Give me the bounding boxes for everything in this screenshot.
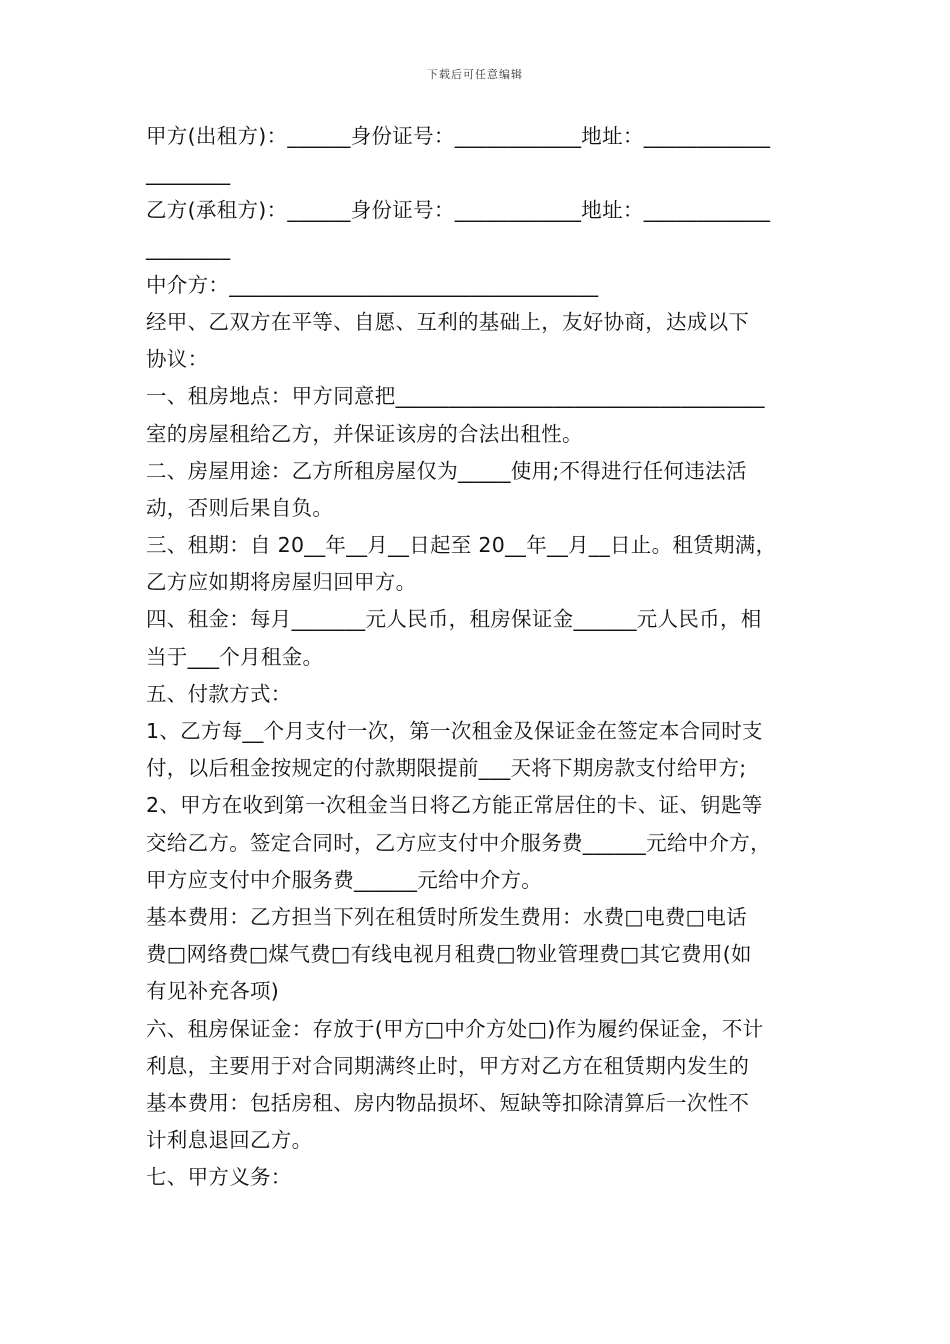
payment-item-2: 甲方应支付中介服务费______元给中介方。 bbox=[146, 867, 543, 892]
clause-1-location: 一、租房地点：甲方同意把___________________________________ bbox=[146, 384, 765, 409]
payment-item-1: 付，以后租金按规定的付款期限提前___天将下期房款支付给甲方; bbox=[146, 756, 747, 781]
party-b-line-continued: ________ bbox=[146, 235, 231, 260]
basic-fees: 费□网络费□煤气费□有线电视月租费□物业管理费□其它费用(如 bbox=[146, 942, 752, 967]
clause-2-usage: 二、房屋用途：乙方所租房屋仅为_____使用;不得进行任何违法活 bbox=[146, 458, 747, 483]
page-header-note: 下载后可任意编辑 bbox=[427, 68, 523, 81]
preamble-line: 协议： bbox=[146, 347, 209, 372]
clause-4-rent: 四、租金：每月_______元人民币，租房保证金______元人民币，相 bbox=[146, 607, 762, 632]
party-a-line-continued: ________ bbox=[146, 161, 231, 186]
payment-item-1: 1、乙方每__个月支付一次，第一次租金及保证金在签定本合同时支 bbox=[146, 719, 763, 743]
contract-body bbox=[146, 118, 826, 1196]
clause-3-term: 三、租期：自 20__年__月__日起至 20__年__月__日止。租赁期满， bbox=[146, 533, 777, 558]
party-b-line: 乙方(承租方)：______身份证号：____________地址：____________ bbox=[146, 198, 771, 223]
agent-line: 中介方：___________________________________ bbox=[146, 272, 599, 297]
clause-5-payment-heading: 五、付款方式： bbox=[146, 681, 292, 706]
clause-1-location: 室的房屋租给乙方，并保证该房的合法出租性。 bbox=[146, 421, 583, 446]
clause-6-deposit: 计利息退回乙方。 bbox=[146, 1128, 313, 1153]
clause-6-deposit: 基本费用：包括房租、房内物品损坏、短缺等扣除清算后一次性不 bbox=[146, 1090, 750, 1115]
preamble-line: 经甲、乙双方在平等、自愿、互利的基础上，友好协商，达成以下 bbox=[146, 309, 750, 334]
payment-item-2: 2、甲方在收到第一次租金当日将乙方能正常居住的卡、证、钥匙等 bbox=[146, 793, 763, 818]
basic-fees: 基本费用：乙方担当下列在租赁时所发生费用：水费□电费□电话 bbox=[146, 904, 747, 929]
clause-6-deposit: 六、租房保证金：存放于(甲方□中介方处□)作为履约保证金，不计 bbox=[146, 1016, 764, 1041]
clause-7-landlord-duties-heading: 七、甲方义务： bbox=[146, 1165, 292, 1190]
clause-2-usage: 动，否则后果自负。 bbox=[146, 495, 334, 520]
clause-3-term: 乙方应如期将房屋归回甲方。 bbox=[146, 570, 417, 595]
clause-6-deposit: 利息，主要用于对合同期满终止时，甲方对乙方在租赁期内发生的 bbox=[146, 1053, 750, 1078]
party-a-line: 甲方(出租方)：______身份证号：____________地址：____________ bbox=[146, 124, 771, 148]
basic-fees: 有见补充各项) bbox=[146, 979, 280, 1004]
clause-4-rent: 当于___个月租金。 bbox=[146, 644, 324, 669]
payment-item-2: 交给乙方。签定合同时，乙方应支付中介服务费______元给中介方， bbox=[146, 830, 771, 855]
